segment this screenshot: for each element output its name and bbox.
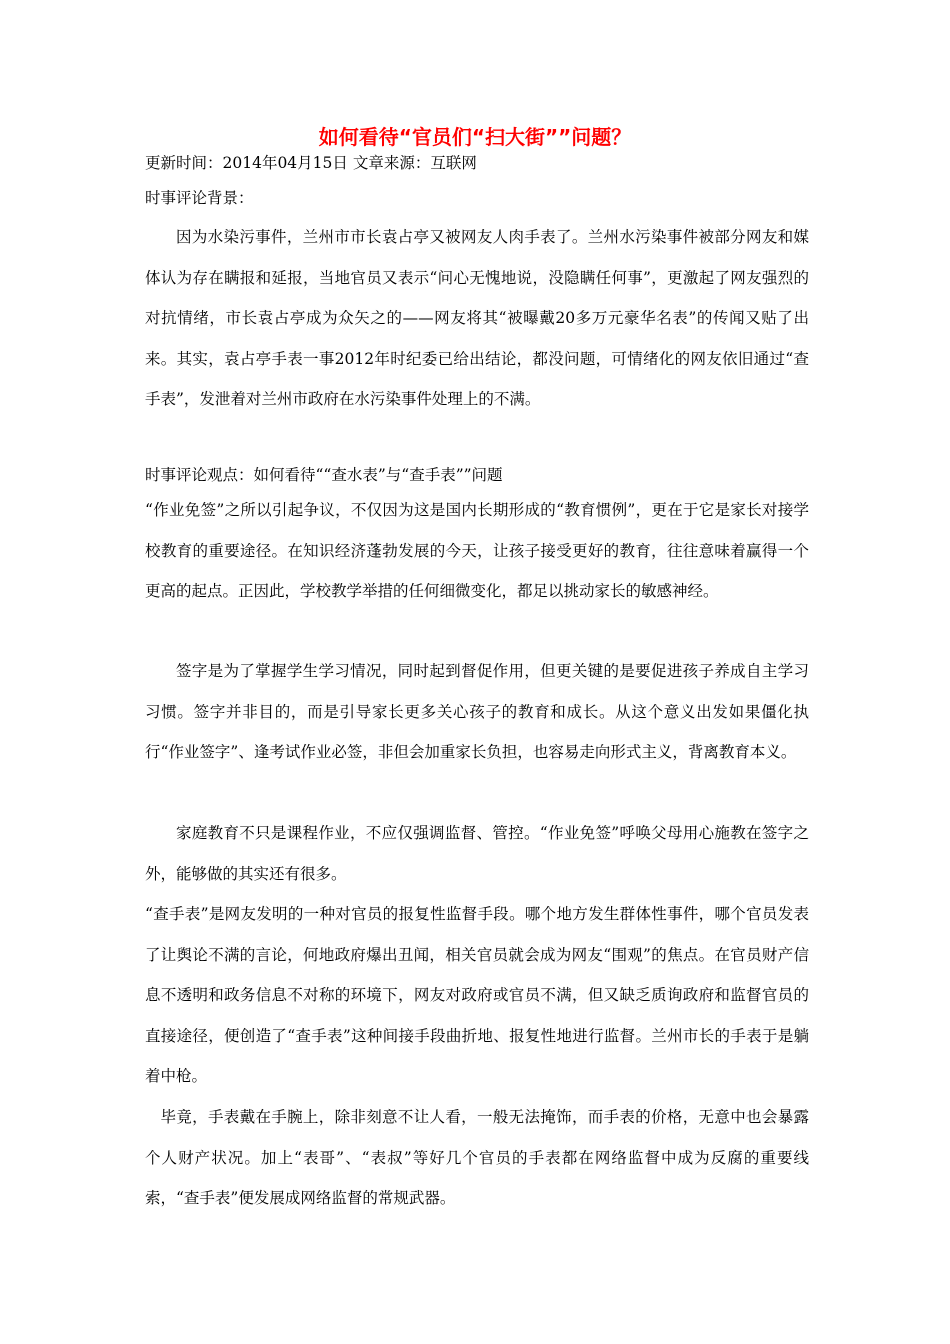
background-heading: 时事评论背景： <box>145 189 254 207</box>
viewpoint-paragraph-5: 毕竟，手表戴在手腕上，除非刻意不让人看，一般无法掩饰，而手表的价格，无意中也会暴露个人财产状况。加上“表哥”、“表叔”等好几个官员的手表都在网络监督中成为反腐的重要线索，“查手表”便发展成网络监督的常规武器。 <box>145 1108 809 1208</box>
viewpoint-paragraph-4: “查手表”是网友发明的一种对官员的报复性监督手段。哪个地方发生群体性事件，哪个官员发表了让舆论不满的言论，何地政府爆出丑闻，相关官员就会成为网友“围观”的焦点。在官员财产信息不透明和政务信息不对称的环境下，网友对政府或官员不满，但又缺乏质询政府和监督官员的直接途径，便创造了“查手表”这种间接手段曲折地、报复性地进行监督。兰州市长的手表于是躺着中枪。 <box>145 905 809 1086</box>
article-title: 如何看待“官员们“扫大街””问题？ <box>318 125 632 149</box>
background-paragraph: 因为水染污事件，兰州市市长袁占亭又被网友人肉手表了。兰州水污染事件被部分网友和媒体认为存在瞒报和延报，当地官员又表示“问心无愧地说，没隐瞒任何事”，更激起了网友强烈的对抗情绪，市长袁占亭成为众矢之的——网友将其“被曝戴20多万元豪华名表”的传闻又贴了出来。其实，袁占亭手表一事2012年时纪委已给出结论，都没问题，可情绪化的网友依旧通过“查手表”，发泄着对兰州市政府在水污染事件处理上的不满。 <box>145 228 809 409</box>
viewpoint-paragraph-2: 签字是为了掌握学生学习情况，同时起到督促作用，但更关键的是要促进孩子养成自主学习习惯。签字并非目的，而是引导家长更多关心孩子的教育和成长。从这个意义出发如果僵化执行“作业签字”、逢考试作业必签，非但会加重家长负担，也容易走向形式主义，背离教育本义。 <box>145 662 809 762</box>
viewpoint-paragraph-1: “作业免签”之所以引起争议，不仅因为这是国内长期形成的“教育惯例”，更在于它是家长对接学校教育的重要途径。在知识经济蓬勃发展的今天，让孩子接受更好的教育，往往意味着赢得一个更高的起点。正因此，学校教学举措的任何细微变化，都足以挑动家长的敏感神经。 <box>145 501 809 601</box>
article-meta: 更新时间：2014年04月15日 文章来源：互联网 <box>145 154 477 172</box>
viewpoint-paragraph-3: 家庭教育不只是课程作业，不应仅强调监督、管控。“作业免签”呼唤父母用心施教在签字之外，能够做的其实还有很多。 <box>145 824 809 883</box>
viewpoint-heading: 时事评论观点：如何看待““查水表”与“查手表””问题 <box>145 466 503 484</box>
